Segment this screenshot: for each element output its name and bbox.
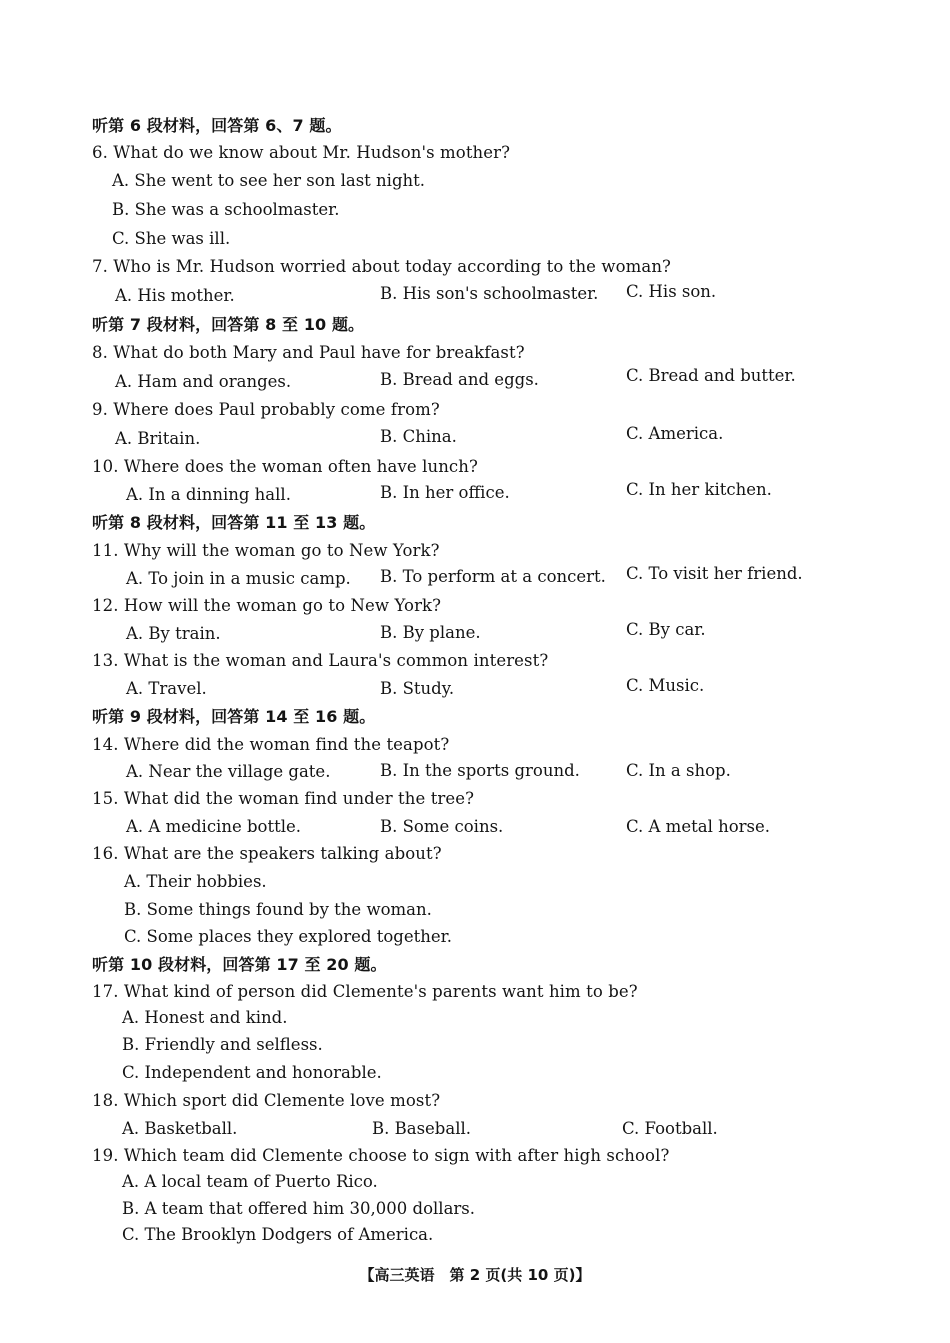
question-19-option-b: B. A team that offered him 30,000 dollars.: [122, 1199, 476, 1218]
question-10-option-c: C. In her kitchen.: [626, 480, 772, 499]
question-17-option-c: C. Independent and honorable.: [122, 1063, 382, 1082]
page-footer: 【高三英语 第 2 页(共 10 页)】: [359, 1266, 591, 1284]
question-12-option-b: B. By plane.: [380, 623, 481, 642]
question-6-stem: 6. What do we know about Mr. Hudson's mother?: [92, 143, 511, 162]
question-17-option-b: B. Friendly and selfless.: [122, 1035, 323, 1054]
question-14-option-b: B. In the sports ground.: [380, 761, 580, 780]
question-8-option-b: B. Bread and eggs.: [380, 370, 539, 389]
question-6-option-b: B. She was a schoolmaster.: [112, 200, 340, 219]
question-9-option-c: C. America.: [626, 424, 724, 443]
question-19-option-c: C. The Brooklyn Dodgers of America.: [122, 1225, 434, 1244]
question-7-option-b: B. His son's schoolmaster.: [380, 284, 599, 303]
question-12-stem: 12. How will the woman go to New York?: [92, 596, 442, 615]
question-16-option-c: C. Some places they explored together.: [124, 927, 452, 946]
question-7-option-a: A. His mother.: [115, 286, 235, 305]
question-19-option-a: A. A local team of Puerto Rico.: [122, 1172, 378, 1191]
question-9-stem: 9. Where does Paul probably come from?: [92, 400, 440, 419]
question-15-option-a: A. A medicine bottle.: [126, 817, 302, 836]
question-16-stem: 16. What are the speakers talking about?: [92, 844, 442, 863]
question-18-stem: 18. Which sport did Clemente love most?: [92, 1091, 441, 1110]
question-8-option-a: A. Ham and oranges.: [115, 372, 292, 391]
question-8-option-c: C. Bread and butter.: [626, 366, 796, 385]
question-13-stem: 13. What is the woman and Laura's common interest?: [92, 651, 549, 670]
question-15-stem: 15. What did the woman find under the tree?: [92, 789, 475, 808]
question-10-option-b: B. In her office.: [380, 483, 510, 502]
question-18-option-a: A. Basketball.: [122, 1119, 238, 1138]
question-11-option-b: B. To perform at a concert.: [380, 567, 606, 586]
question-10-stem: 10. Where does the woman often have lunch?: [92, 457, 478, 476]
question-11-stem: 11. Why will the woman go to New York?: [92, 541, 440, 560]
section-heading-10: 听第 10 段材料，回答第 17 至 20 题。: [92, 955, 387, 974]
question-6-option-a: A. She went to see her son last night.: [112, 171, 426, 190]
question-19-stem: 19. Which team did Clemente choose to sign with after high school?: [92, 1146, 670, 1165]
question-6-option-c: C. She was ill.: [112, 229, 231, 248]
question-15-option-c: C. A metal horse.: [626, 817, 771, 836]
section-heading-8: 听第 8 段材料，回答第 11 至 13 题。: [92, 513, 376, 532]
question-10-option-a: A. In a dinning hall.: [126, 485, 291, 504]
question-9-option-a: A. Britain.: [115, 429, 201, 448]
question-9-option-b: B. China.: [380, 427, 457, 446]
question-11-option-a: A. To join in a music camp.: [126, 569, 351, 588]
question-7-option-c: C. His son.: [626, 282, 717, 301]
question-17-stem: 17. What kind of person did Clemente's parents want him to be?: [92, 982, 638, 1001]
question-13-option-a: A. Travel.: [126, 679, 207, 698]
question-14-option-a: A. Near the village gate.: [126, 762, 331, 781]
question-11-option-c: C. To visit her friend.: [626, 564, 803, 583]
question-18-option-c: C. Football.: [622, 1119, 718, 1138]
question-13-option-b: B. Study.: [380, 679, 455, 698]
question-12-option-a: A. By train.: [126, 624, 221, 643]
section-heading-9: 听第 9 段材料，回答第 14 至 16 题。: [92, 707, 376, 726]
question-14-stem: 14. Where did the woman find the teapot?: [92, 735, 450, 754]
question-16-option-a: A. Their hobbies.: [124, 872, 267, 891]
question-7-stem: 7. Who is Mr. Hudson worried about today according to the woman?: [92, 257, 672, 276]
question-16-option-b: B. Some things found by the woman.: [124, 900, 432, 919]
question-14-option-c: C. In a shop.: [626, 761, 731, 780]
question-17-option-a: A. Honest and kind.: [122, 1008, 288, 1027]
section-heading-7: 听第 7 段材料，回答第 8 至 10 题。: [92, 315, 365, 334]
question-15-option-b: B. Some coins.: [380, 817, 504, 836]
question-13-option-c: C. Music.: [626, 676, 705, 695]
question-12-option-c: C. By car.: [626, 620, 706, 639]
section-heading-6: 听第 6 段材料，回答第 6、7 题。: [92, 116, 342, 135]
question-18-option-b: B. Baseball.: [372, 1119, 472, 1138]
question-8-stem: 8. What do both Mary and Paul have for breakfast?: [92, 343, 525, 362]
